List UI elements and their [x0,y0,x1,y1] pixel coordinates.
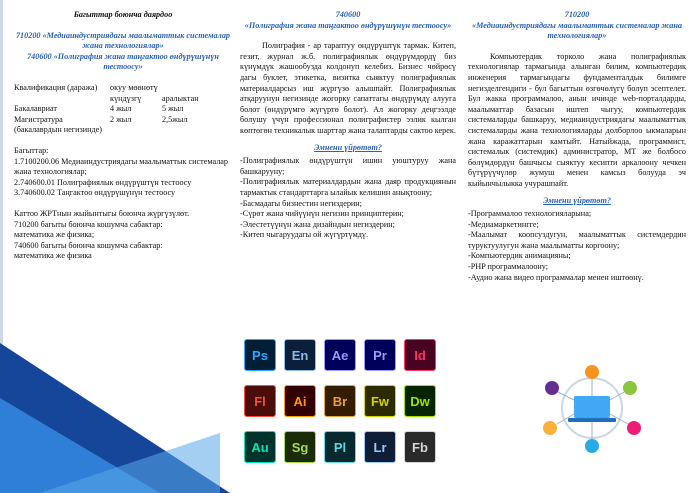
printing-code: 740600 [335,10,361,19]
media-body: Компьютердик торколо жана полиграфиялык технологиялар тармагында алынган билим, компьютердик инженерия тармагындагы фундаменталдык билимге негизделгендиги - бул багыттын өзгөчөлүгү болуп эсептелет. Бул жакка программалоо, анын ичинде web-порталдарды, маалыматтар базасын иштеп чыгуу, компьютердик системаларды башкаруу, медиаиндустриядагы маалыматтык системаларды жана технологияларды долборлоо ыкмаларын жана каражаттарын камтыйт. Натыйжада, программист, системалык (системдик) администратор, МТ же болбосо бөлүмдөрдүн башчысы сыяктуу кесипти аркалоону чечкен бүтүрүүчүлөр жумуш менен камсыз болууда эч кыйынчылыкка учурашпайт. [468,51,686,188]
gear-icon [585,365,599,379]
table-cell: (бакалаврдын негизинде) [14,125,103,135]
learn-item: -Элестетүүнүн жана дизайндын негиздерин; [240,219,395,229]
app-icon-pr: Pr [364,339,396,371]
table-head-distance: аралыктан [162,93,199,103]
training-title: Багыттар боюнча даярдоо [73,10,173,19]
printing-learn-title: Эмнени үйрөтөт? [314,142,382,152]
table-head-qualification: Квалификация (даража) [14,82,98,92]
table-head-duration: окуу мөөнөтү [110,82,158,92]
media-title: «Медиаиндустриядагы маалыматтык системалар жана технологиялар» [472,20,682,41]
media-code: 710200 [564,10,590,19]
learn-item: -Медиамаркетингге; [468,219,539,229]
app-icon-ps: Ps [244,339,276,371]
exam2-label: 740600 багыты боюнча кошумча сабактар: [14,240,163,250]
column-printing [240,10,456,241]
app-icon-ai: Ai [284,385,316,417]
printing-body: Полиграфия - ар тараптуу өндүрүштүк тармак. Китеп, гезит, журнал ж.б. полиграфиялык өндүрүмдөрдү биз күнүмдүк жашообузда колдонуп келебиз. Бизнес чөйрөсү дагы буклет, этикетка, визитка сыяктуу полиграфиялык материалдарсыз иш жүргүзө алышпайт. Полиграфиялык атқаруунун негизинде жогорку сапаттагы өндүрүмдү алууга болот (өндүрүмгө жүгүртө болот). Ал жогорку деңгээлде болушу үчүн профессионал полиграфистер ээлик кылган көптөгөн техникалык шарттар жана талаптарды сактоо керек. [240,41,456,135]
app-icon-ae: Ae [324,339,356,371]
app-icon-dw: Dw [404,385,436,417]
cloud-icon [623,381,637,395]
user-icon [543,421,557,435]
app-icon-en: En [284,339,316,371]
corner-decoration-light [40,433,220,493]
learn-item: -Сүрөт жана чийүүнүн негизин принциптерин; [240,209,404,219]
learn-item: -Маалымат коопсуздугун, маалыматтык системдердин туруктуулугун жана маалыматты коргоону; [468,230,686,250]
app-icon-sg: Sg [284,431,316,463]
learn-item: -Китеп чыгаруудагы ой жүгүртүмдү. [240,230,369,240]
learn-item: -Программалоо технологияларына; [468,209,592,219]
exam-intro: Каттоо ЖРТнын жыйынтыгы боюнча жүргүзүлөт. [14,208,190,218]
media-learn-title: Эмнени үйрөтөт? [543,195,611,205]
exam2-value: математика же физика [14,251,92,261]
app-icon-fl: Fl [244,385,276,417]
direction-item: 1.7100200.06 Медиаиндустриядагы маалыматтык системалар жана технологиялар; [14,156,229,177]
software-icons-grid [244,339,434,463]
learn-item: -Полиграфиялык өндүрүштүн ишин уюштуруу жана башкарууну; [240,156,456,176]
table-cell: Магистратура [14,114,63,124]
exam1-value: математика же физика; [14,230,95,240]
table-cell: 4 жыл [110,104,132,114]
study-duration-table [14,83,232,136]
column-training [14,10,232,262]
laptop-base-graphic [568,418,616,422]
direction-item: 3.740600.02 Таңгактоо өндүрүшүнүн тестоосу [14,188,176,198]
chart-icon [627,421,641,435]
program-740600: 740600 «Полиграфия жана таңгактоо өндүрүшүнүн тестоосу» [27,51,219,72]
learn-item: -PHP программалоону; [468,262,549,272]
chat-icon [545,381,559,395]
direction-item: 2.740600.01 Полиграфиялык өндүрүштүн тестоосу [14,177,192,187]
app-icon-br: Br [324,385,356,417]
learn-item: -Басмадагы бизнестин негиздерин; [240,198,362,208]
program-710200: 710200 «Медиаиндустриядагы маалыматтык системалар жана технологиялар» [15,30,231,51]
column-media [468,10,686,283]
table-cell: 2 жыл [110,114,132,124]
learn-item: -Аудио жана видео программалар менен иштөөнү. [468,272,644,282]
mail-icon [585,439,599,453]
app-icon-fw: Fw [364,385,396,417]
table-cell: 5 жыл [162,104,184,114]
app-icon-au: Au [244,431,276,463]
app-icon-fb: Fb [404,431,436,463]
table-cell: 2,5жыл [162,114,188,124]
printing-title: «Полиграфия жана таңгактоо өндүрүшүнүн тестоосу» [244,20,452,30]
laptop-screen-graphic [574,396,610,418]
exam1-label: 710200 багыты боюнча кошумча сабактар: [14,219,163,229]
app-icon-id: Id [404,339,436,371]
app-icon-pl: Pl [324,431,356,463]
app-icon-lr: Lr [364,431,396,463]
directions-label: Багыттар: [14,145,49,155]
learn-item: -Компьютердик анимацияны; [468,251,571,261]
table-cell: Бакалавриат [14,104,57,114]
learn-item: -Полиграфиялык материалдардын жана даяр продукциянын тармактык стандарттарга ылайык келишин анықтоону; [240,177,456,197]
technology-illustration [530,362,654,454]
table-head-fulltime: күндүзгү [110,93,142,103]
